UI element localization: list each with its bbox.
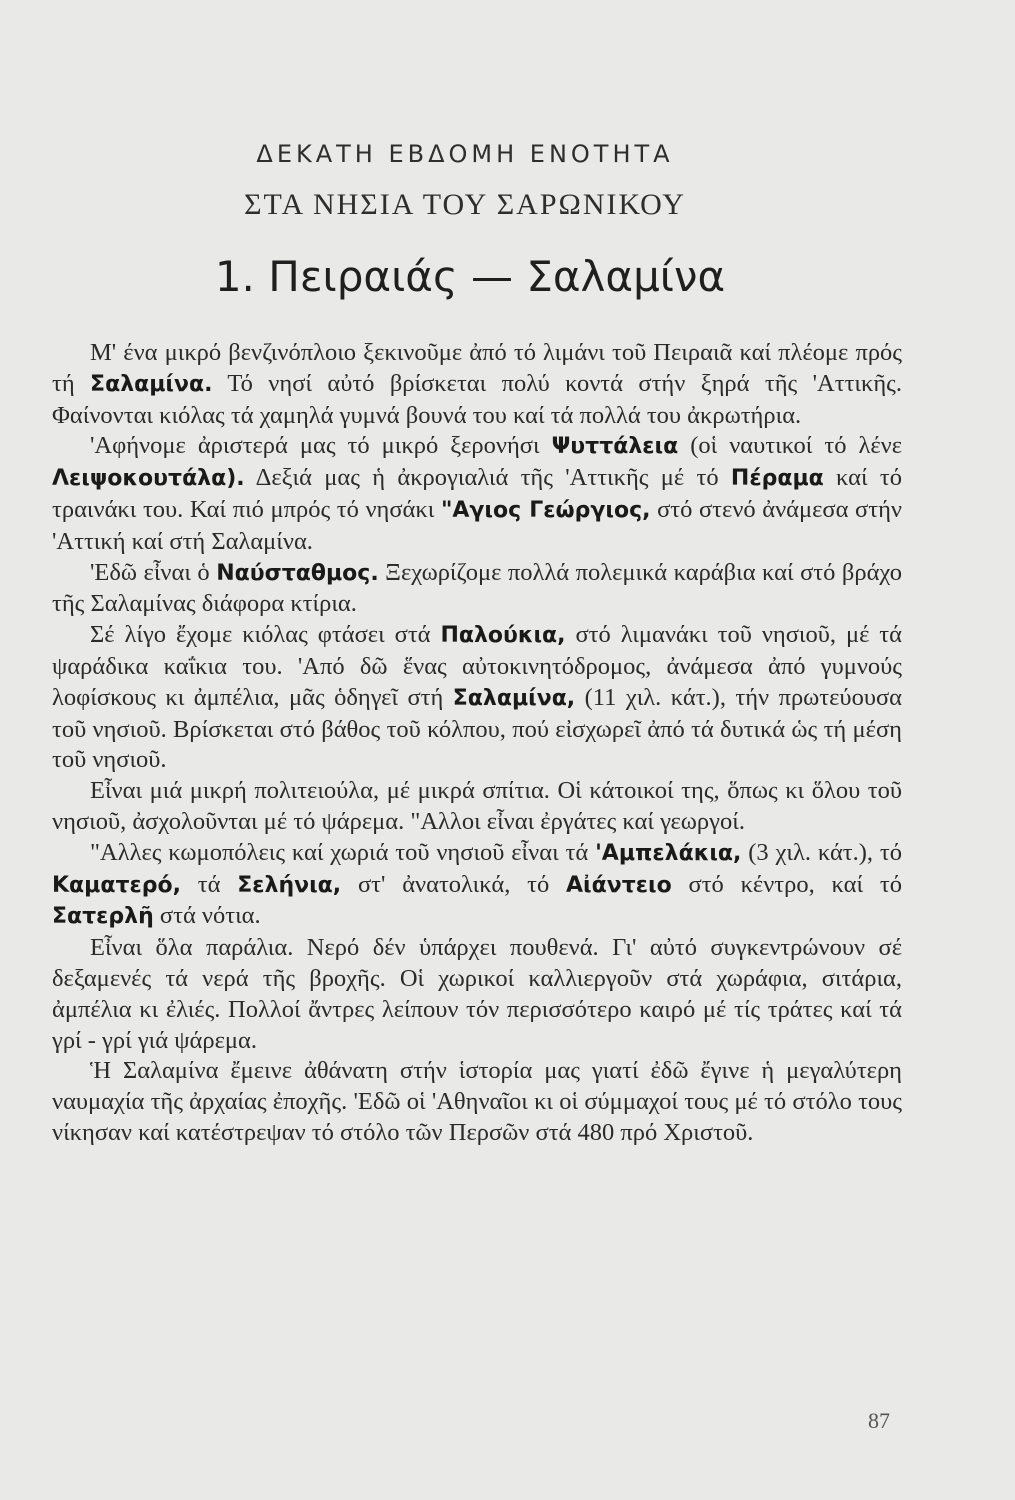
page-number: 87 — [868, 1408, 890, 1433]
paragraph-6 — [52, 838, 902, 933]
paragraph-7 — [52, 933, 902, 1056]
paragraph-4 — [52, 620, 902, 776]
paragraph-text: 'Εδῶ εἶναι ὁ — [90, 558, 217, 586]
keyword-kamatero: Καματερό, — [52, 872, 181, 898]
paragraph-3 — [52, 558, 902, 621]
unit-title: ΣΤΑ ΝΗΣΙΑ ΤΟΥ ΣΑΡΩΝΙΚΟΥ — [244, 188, 686, 221]
keyword-perama: Πέραμα — [730, 466, 824, 492]
paragraph-text: στό στενό ἀνάμεσα στήν 'Αττική καί στή Σαλαμίνα. — [52, 495, 902, 555]
keyword-leipsokoutala: Λειψοκουτάλα). — [52, 466, 245, 492]
paragraph-text: Δεξιά μας ἡ ἀκρογιαλιά τῆς 'Αττικῆς μέ τό — [244, 464, 731, 492]
paragraph-text: Ἡ Σαλαμίνα ἔμεινε ἀθάνατη στήν ἱστορία μας γιατί ἐδῶ ἔγινε ἡ μεγαλύτερη ναυμαχία τῆς ἀρχαίας ἐποχῆς. 'Εδῶ οἱ 'Αθηναῖοι κι οἱ σύμμαχοί τους μέ τό στόλο τους νίκησαν καί κατέστρεψαν τό στόλο τῶν Περσῶν στά 480 πρό Χριστοῦ. — [52, 1057, 902, 1146]
paragraph-text: Μ' ένα μικρό βενζινόπλοιο ξεκινοῦμε ἀπό τό λιμάνι τοῦ Πειραιᾶ καί πλέομε πρός τή — [52, 339, 902, 397]
paragraph-text: στό κέντρο, καί τό — [671, 870, 902, 898]
paragraph-text: στά νότια. — [153, 902, 261, 930]
keyword-ampelakia: 'Αμπελάκια, — [595, 840, 742, 866]
paragraph-5 — [52, 776, 902, 838]
keyword-aianteio: Αἰάντειο — [566, 872, 672, 898]
paragraph-text: Σέ λίγο ἔχομε κιόλας φτάσει στά — [90, 621, 441, 649]
keyword-saterli: Σατερλῆ — [52, 904, 154, 930]
keyword-psyttaleia: Ψυττάλεια — [551, 434, 679, 460]
keyword-agios-georgios: "Αγιος Γεώργιος, — [440, 497, 651, 523]
paragraph-text: (11 χιλ. κάτ.), τήν πρωτεύουσα τοῦ νησιοῦ. Βρίσκεται στό βάθος τοῦ κόλπου, πού εἰσχωρεῖ ἀπό τά δυτικά ὡς τή μέση τοῦ νησιοῦ. — [52, 683, 902, 774]
paragraph-8 — [52, 1056, 902, 1148]
paragraph-text: 'Αφήνομε ἀριστερά μας τό μικρό ξερονήσι — [90, 432, 552, 460]
paragraph-text: καί τό τραινάκι του. Καί πιό μπρός τό νησάκι — [52, 464, 903, 523]
paragraph-text: τά — [180, 870, 238, 898]
keyword-salamina-town: Σαλαμίνα, — [452, 685, 576, 711]
paragraph-text: (οἱ ναυτικοί τό λένε — [678, 432, 903, 460]
paragraph-text: Εἶναι ὅλα παράλια. Νερό δέν ὑπάρχει πουθενά. Γι' αὐτό συγκεντρώνουν σέ δεξαμενές τά νερά τῆς βροχῆς. Οἱ χωρικοί καλλιεργοῦν στά χωράφια, σιτάρια, ἀμπέλια κι ἐλιές. Πολλοί ἄντρες λείπουν τόν περισσότερο καιρό μέ τίς τράτες καί τά γρί - γρί γιά ψάρεμα. — [52, 934, 902, 1054]
paragraph-text: Εἶναι μιά μικρή πολιτειούλα, μέ μικρά σπίτια. Οἱ κάτοικοί της, ὅπως κι ὅλου τοῦ νησιοῦ, ἀσχολοῦνται μέ τό ψάρεμα. "Αλλοι εἶναι ἐργάτες καί γεωργοί. — [52, 777, 902, 835]
body-text — [52, 338, 902, 1149]
paragraph-text: στό λιμανάκι τοῦ νησιοῦ, μέ τά ψαράδικα καΐκια του. 'Από δῶ ἕνας αὐτοκινητόδρομος, ἀνάμεσα ἀπό γυμνούς λοφίσκους κι ἀμπέλια, μᾶς ὁδηγεῖ στή — [52, 621, 902, 711]
keyword-paloukia: Παλούκια, — [440, 623, 566, 649]
unit-heading: ΔΕΚΑΤΗ ΕΒΔΟΜΗ ΕΝΟΤΗΤΑ — [256, 140, 674, 168]
paragraph-text: "Αλλες κωμοπόλεις καί χωριά τοῦ νησιοῦ εἶναι τά — [90, 838, 596, 866]
paragraph-text: Ξεχωρίζομε πολλά πολεμικά καράβια καί στό βράχο τῆς Σαλαμίνας διάφορα κτίρια. — [52, 558, 902, 618]
paragraph-text: στ' ἀνατολικά, τό — [341, 870, 567, 898]
keyword-salamina: Σαλαμίνα. — [90, 371, 213, 397]
keyword-naustathmos: Ναύσταθμος. — [216, 560, 379, 586]
paragraph-text: (3 χιλ. κάτ.), τό — [741, 838, 902, 866]
paragraph-2 — [52, 431, 902, 557]
chapter-title: 1. Πειραιάς — Σαλαμίνα — [214, 252, 726, 301]
paragraph-text: Τό νησί αὐτό βρίσκεται πολύ κοντά στήν ξηρά τῆς 'Αττικῆς. Φαίνονται κιόλας τά χαμηλά γυμνά βουνά του καί τά πολλά του ἀκρωτήρια. — [52, 369, 902, 429]
keyword-selinia: Σελήνια, — [237, 872, 342, 898]
paragraph-1 — [52, 338, 902, 431]
